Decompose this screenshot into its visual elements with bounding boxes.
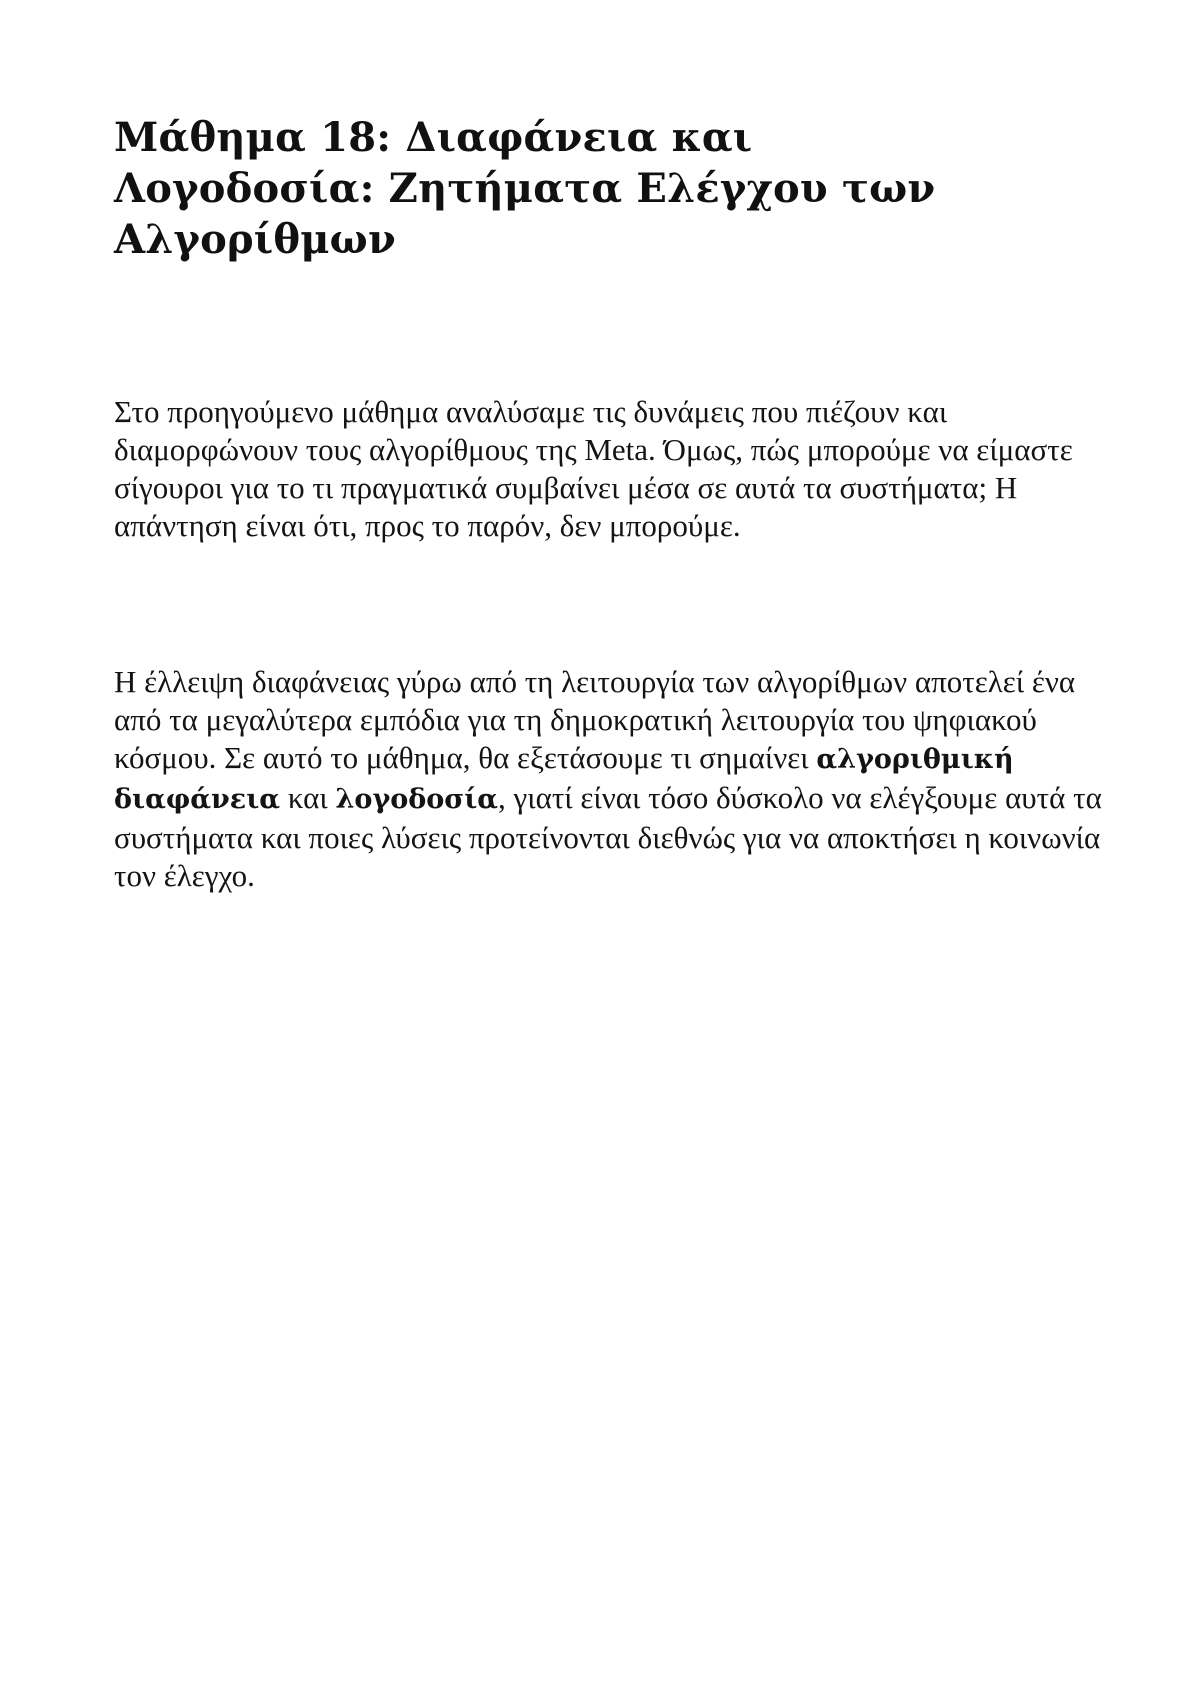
paragraph-text-segment: και [280,780,336,815]
bold-term-algorithmic-transparency: αλγοριθμική διαφάνεια [114,744,1014,815]
paragraph-text-segment: Η έλλειψη διαφάνειας γύρω από τη λειτουργία των αλγορίθμων αποτελεί ένα από τα μεγαλύτερα εμπόδια για τη δημοκρατική λειτουργία του ψηφιακού κόσμου. Σε αυτό το μάθημα, θα εξετάσουμε τι σημαίνει [114,664,1076,775]
bold-term-accountability: λογοδοσία [335,784,499,815]
intro-paragraph: Στο προηγούμενο μάθημα αναλύσαμε τις δυνάμεις που πιέζουν και διαμορφώνουν τους αλγορίθμους της Meta. Όμως, πώς μπορούμε να είμαστε σίγουροι για το τι πραγματικά συμβαίνει μέσα σε αυτά τα συστήματα; Η απάντηση είναι ότι, προς το παρόν, δεν μπορούμε. [114,394,1073,543]
body-paragraph [114,663,1104,895]
lesson-title: Μάθημα 18: Διαφάνεια και Λογοδοσία: Ζητήματα Ελέγχου των Αλγορίθμων [114,114,936,263]
paragraph-text-segment: , γιατί είναι τόσο δύσκολο να ελέγξουμε αυτά τα συστήματα και ποιες λύσεις προτείνονται διεθνώς για να αποκτήσει η κοινωνία τον έλεγχο. [114,780,1102,893]
